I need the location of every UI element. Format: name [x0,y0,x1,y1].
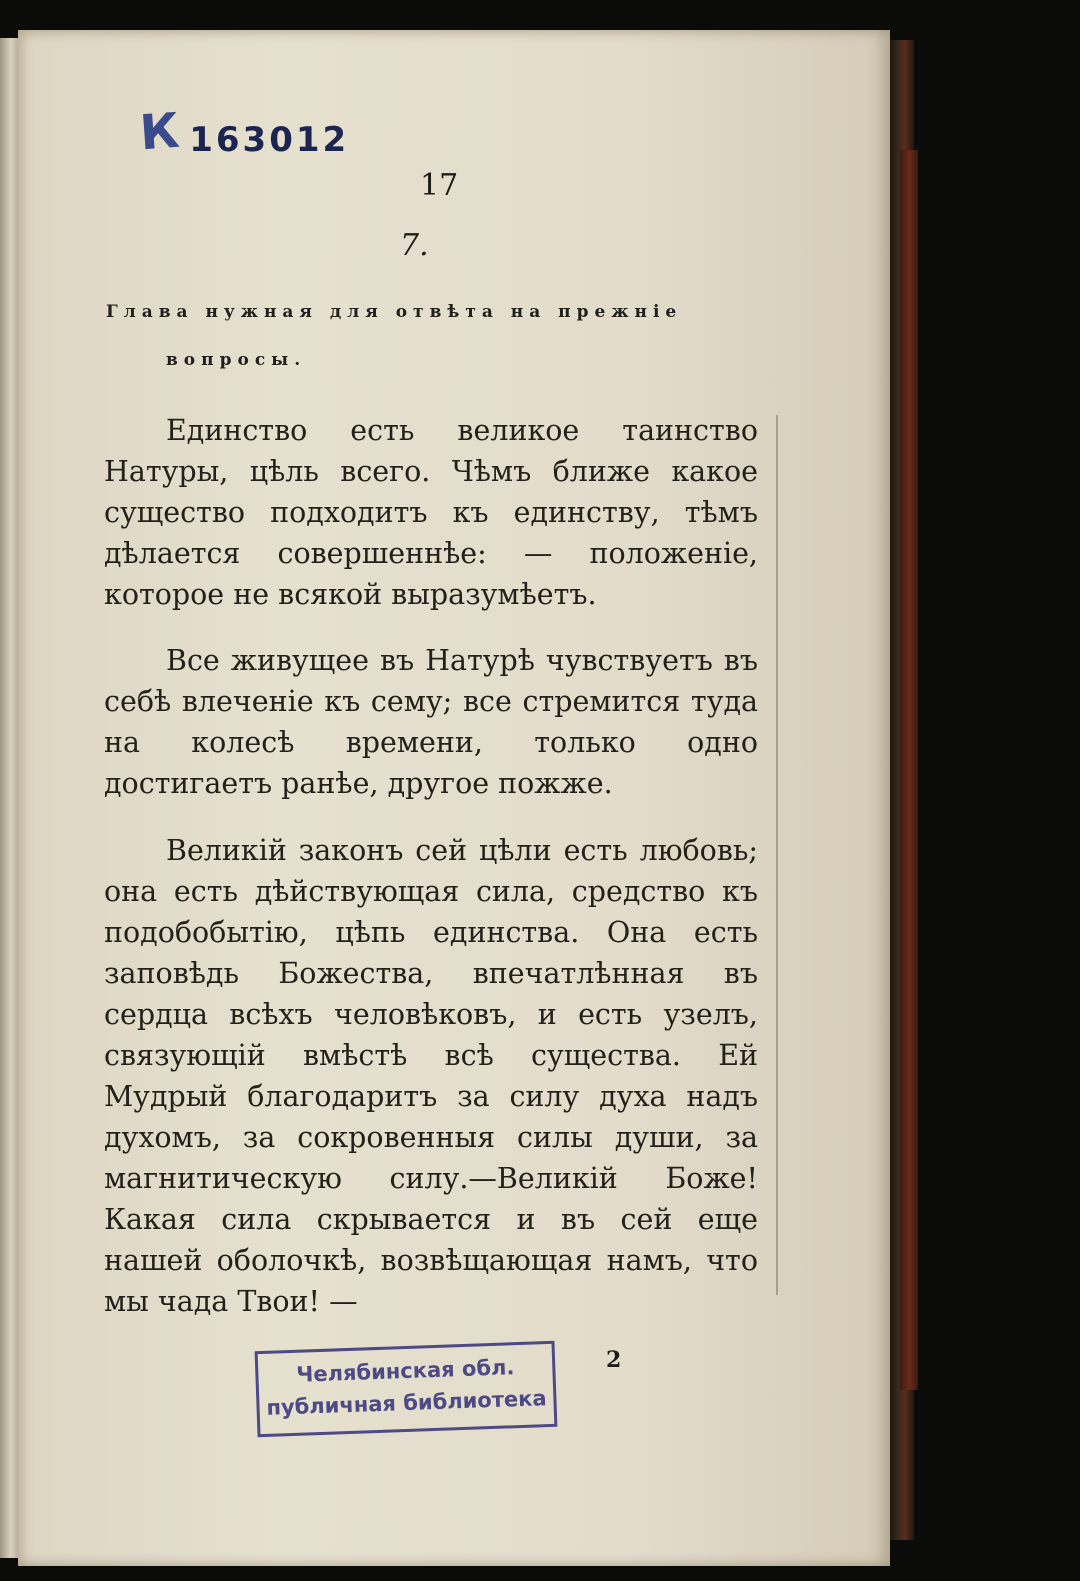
signature-mark: 2 [606,1347,622,1373]
chapter-heading-continued: вопросы. [166,350,307,370]
stamp-line-2: публичная библиотека [266,1386,547,1420]
spine-binding [900,150,918,1390]
library-stamp [255,1341,558,1437]
section-number: 7. [400,228,429,263]
inventory-number: 163012 [189,120,350,160]
margin-pencil-line [776,415,778,1295]
inventory-mark [140,100,349,160]
page-number: 17 [420,168,459,203]
inventory-prefix: К [138,102,182,162]
paragraph-3: Великій законъ сей цѣли есть любовь; она есть дѣйствующая сила, средство къ подобобытію, цѣпь единства. Она есть заповѣдь Божества, впечатлѣнная въ сердца всѣхъ человѣковъ, и есть узелъ, связующій вмѣстѣ всѣ существа. Ей Мудрый благодаритъ за силу духа надъ духомъ, за сокровенныя силы души, за магнитическую силу.—Великій Боже! Какая сила скрывается и въ сей еще нашей оболочкѣ, возвѣщающая намъ, что мы чада Твои! — [104,834,758,1318]
chapter-heading: Глава нужная для отвѣта на прежніе [106,302,683,322]
paragraph-2: Все живущее въ Натурѣ чувствуетъ въ себѣ влеченіе къ сему; все стремится туда на колесѣ времени, только одно достигаетъ ранѣе, другое пожже. [104,644,758,800]
left-page-edge [0,38,18,1558]
stamp-line-1: Челябинская обл. [295,1355,515,1387]
paragraph-1: Единство есть великое таинство Натуры, цѣль всего. Чѣмъ ближе какое существо подходитъ къ единству, тѣмъ дѣлается совершеннѣе: — положеніе, которое не всякой выразумѣетъ. [104,414,758,611]
